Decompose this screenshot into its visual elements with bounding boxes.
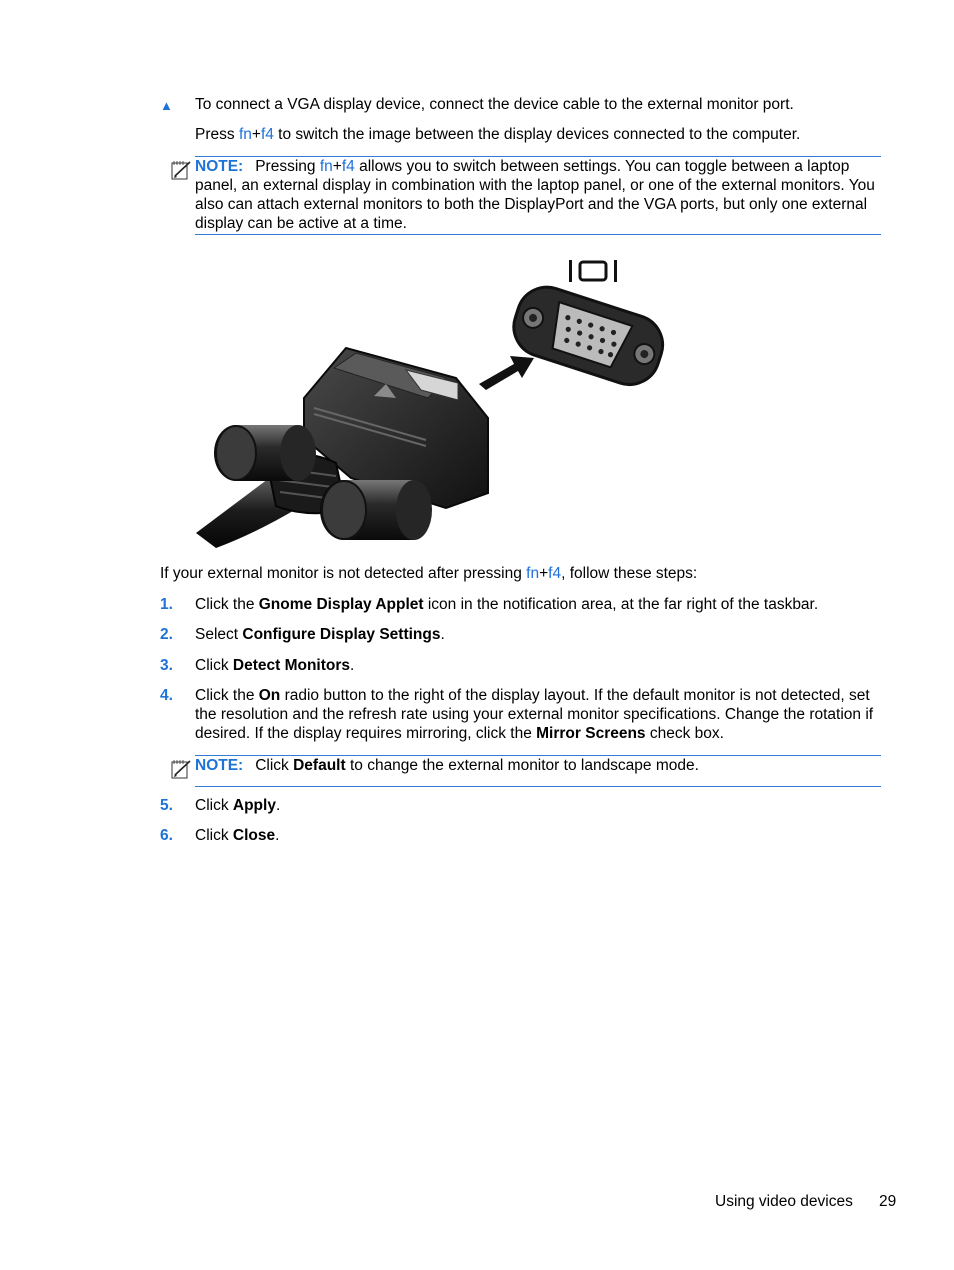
ui-term: On	[258, 687, 281, 704]
note1-text: allows you to switch between settings. You can toggle between a laptop panel, an external display in combination with the laptop panel, or one of the external monitors. You also can attach external monitors to both the DisplayPort and the VGA ports, but only one external display can be active at a time.	[195, 158, 875, 232]
key-fn[interactable]: fn	[238, 126, 252, 143]
ui-term: Default	[293, 757, 346, 774]
ui-term: Close	[232, 827, 276, 844]
footer-section-title: Using video devices	[715, 1193, 853, 1210]
step-post: .	[350, 657, 355, 674]
note-pencil-icon	[170, 758, 194, 780]
thumbscrew-left	[214, 425, 316, 481]
note2-pre: Click	[255, 757, 294, 774]
step-pre: Click the	[195, 687, 259, 704]
step-text	[195, 595, 885, 614]
page-number: 29	[879, 1193, 897, 1210]
note-box-2	[195, 755, 881, 787]
step-pre: Click	[195, 657, 233, 674]
step-text	[195, 625, 885, 644]
vga-connection-illustration	[196, 248, 666, 548]
bullet-text: To connect a VGA display device, connect the device cable to the external monitor port.	[195, 96, 794, 113]
key-f4[interactable]: f4	[341, 158, 355, 175]
bullet-marker: ▲	[160, 98, 173, 113]
step-number: 1.	[160, 596, 173, 613]
step-post: .	[275, 827, 280, 844]
steps-intro	[160, 564, 880, 583]
ui-term: Apply	[232, 797, 276, 814]
note-label: NOTE:	[195, 757, 244, 774]
step-pre: Click	[195, 827, 233, 844]
note-box-1	[195, 156, 881, 235]
key-f4[interactable]: f4	[260, 126, 274, 143]
step-number: 2.	[160, 626, 173, 643]
step-post: icon in the notification area, at the far right of the taskbar.	[423, 596, 819, 613]
plus: +	[539, 565, 549, 582]
intro-pre: If your external monitor is not detected after pressing	[160, 565, 527, 582]
press-pre: Press	[195, 126, 239, 143]
ui-term: Detect Monitors	[232, 657, 351, 674]
ui-term: Gnome Display Applet	[258, 596, 424, 613]
step-pre: Select	[195, 626, 243, 643]
intro-post: , follow these steps:	[561, 565, 698, 582]
display-switch-icon	[569, 260, 617, 282]
key-fn[interactable]: fn	[319, 158, 333, 175]
step-post: .	[275, 797, 281, 814]
step-text	[195, 826, 885, 845]
ui-term: Configure Display Settings	[242, 626, 441, 643]
step-mid: radio button to the right of the display layout. If the default monitor is not detected, set the resolution and the refresh rate using your external monitor specifications. Change the rotation if desired. If the display requires mirroring, click the	[195, 687, 874, 742]
step-number: 5.	[160, 797, 173, 814]
step-number: 3.	[160, 657, 173, 674]
step-number: 6.	[160, 827, 173, 844]
key-fn[interactable]: fn	[526, 565, 540, 582]
step-text	[195, 796, 885, 815]
vga-port	[506, 279, 666, 392]
ui-term: Mirror Screens	[536, 725, 646, 742]
step-number: 4.	[160, 687, 173, 704]
step-text	[195, 686, 875, 743]
press-instruction	[195, 125, 885, 144]
insert-arrow-icon	[479, 356, 534, 390]
step-text	[195, 656, 885, 675]
note-pencil-icon	[170, 159, 194, 181]
note1-pre: Pressing	[255, 158, 320, 175]
thumbscrew-right	[320, 480, 432, 540]
plus: +	[332, 158, 342, 175]
press-post: to switch the image between the display devices connected to the computer.	[273, 126, 801, 143]
key-f4[interactable]: f4	[548, 565, 562, 582]
step-post: .	[440, 626, 445, 643]
step-pre: Click the	[195, 596, 259, 613]
note2-post: to change the external monitor to landscape mode.	[345, 757, 699, 774]
note-label: NOTE:	[195, 158, 244, 175]
step-post: check box.	[645, 725, 724, 742]
step-pre: Click	[195, 797, 233, 814]
plus: +	[251, 126, 261, 143]
